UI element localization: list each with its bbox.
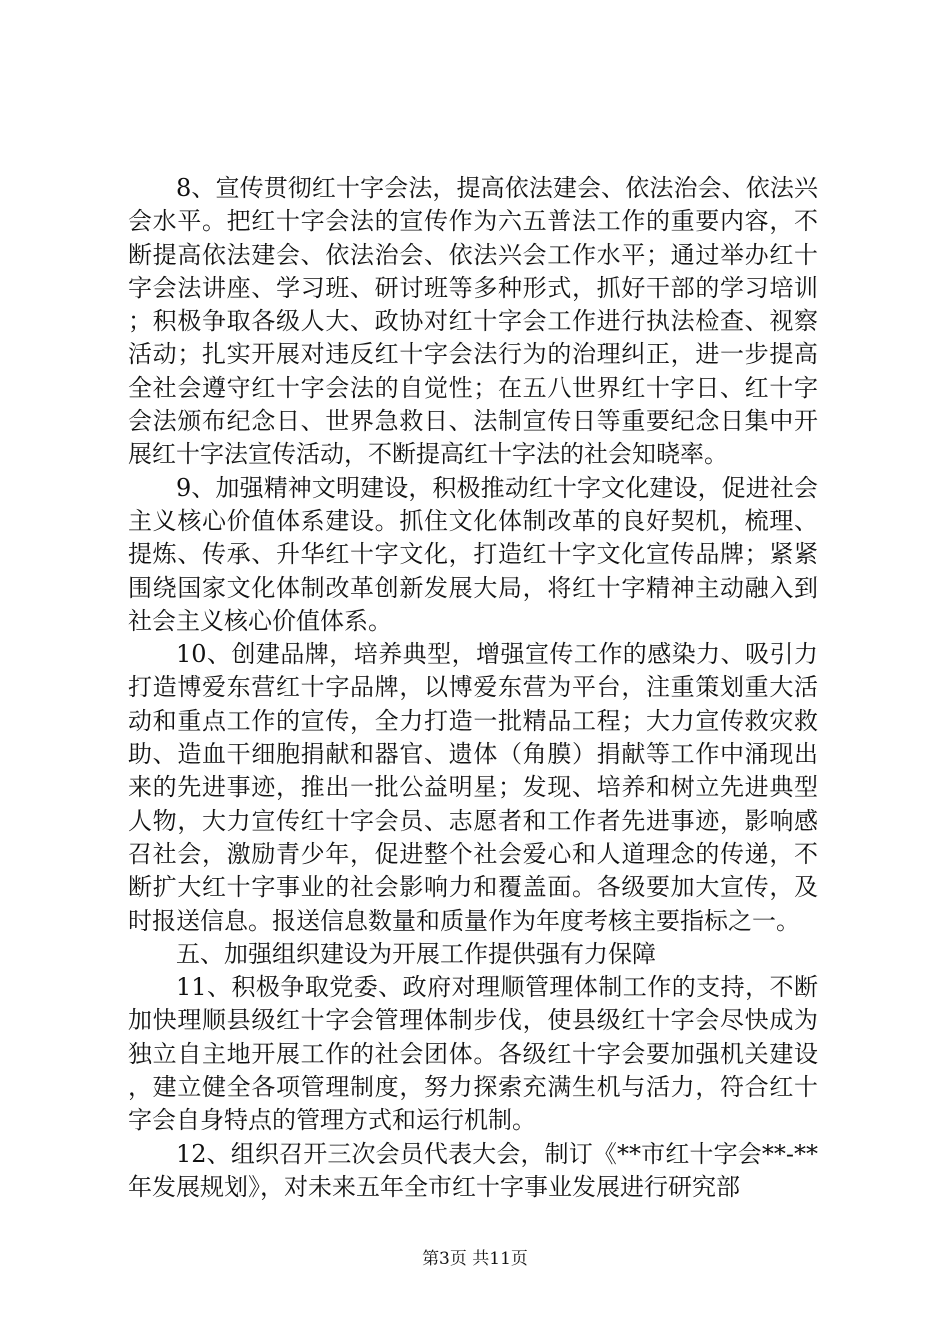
page-footer: 第3页 共11页	[422, 1249, 528, 1269]
paragraph-12: 12、组织召开三次会员代表大会，制订《**市红十字会**-**年发展规划》，对未来五年全市红十字事业发展进行研究部	[128, 1139, 818, 1201]
body-text	[128, 172, 818, 1204]
paragraph-11: 11、积极争取党委、政府对理顺管理体制工作的支持，不断加快理顺县级红十字会管理体制步伐，使县级红十字会尽快成为独立自主地开展工作的社会团体。各级红十字会要加强机关建设，建立健全各项管理制度，努力探索充满生机与活力，符合红十字会自身特点的管理方式和运行机制。	[128, 973, 818, 1135]
paragraph-10: 10、创建品牌，培养典型，增强宣传工作的感染力、吸引力打造博爱东营红十字品牌，以博爱东营为平台，注重策划重大活动和重点工作的宣传，全力打造一批精品工程；大力宣传救灾救助、造血干细胞捐献和器官、遗体（角膜）捐献等工作中涌现出来的先进事迹，推出一批公益明星；发现、培养和树立先进典型人物，大力宣传红十字会员、志愿者和工作者先进事迹，影响感召社会，激励青少年，促进整个社会爱心和人道理念的传递，不断扩大红十字事业的社会影响力和覆盖面。各级要加大宣传，及时报送信息。报送信息数量和质量作为年度考核主要指标之一。	[128, 640, 818, 935]
section-heading-5: 五、加强组织建设为开展工作提供强有力保障	[176, 939, 656, 968]
paragraph-8: 8、宣传贯彻红十字会法，提高依法建会、依法治会、依法兴会水平。把红十字会法的宣传作为六五普法工作的重要内容，不断提高依法建会、依法治会、依法兴会工作水平；通过举办红十字会法讲座、学习班、研讨班等多种形式，抓好干部的学习培训；积极争取各级人大、政协对红十字会工作进行执法检查、视察活动；扎实开展对违反红十字会法行为的治理纠正，进一步提高全社会遵守红十字会法的自觉性；在五八世界红十字日、红十字会法颁布纪念日、世界急救日、法制宣传日等重要纪念日集中开展红十字法宣传活动，不断提高红十字法的社会知晓率。	[128, 174, 818, 469]
paragraph-9: 9、加强精神文明建设，积极推动红十字文化建设，促进社会主义核心价值体系建设。抓住文化体制改革的良好契机，梳理、提炼、传承、升华红十字文化，打造红十字文化宣传品牌；紧紧围绕国家文化体制改革创新发展大局，将红十字精神主动融入到社会主义核心价值体系。	[128, 473, 818, 635]
